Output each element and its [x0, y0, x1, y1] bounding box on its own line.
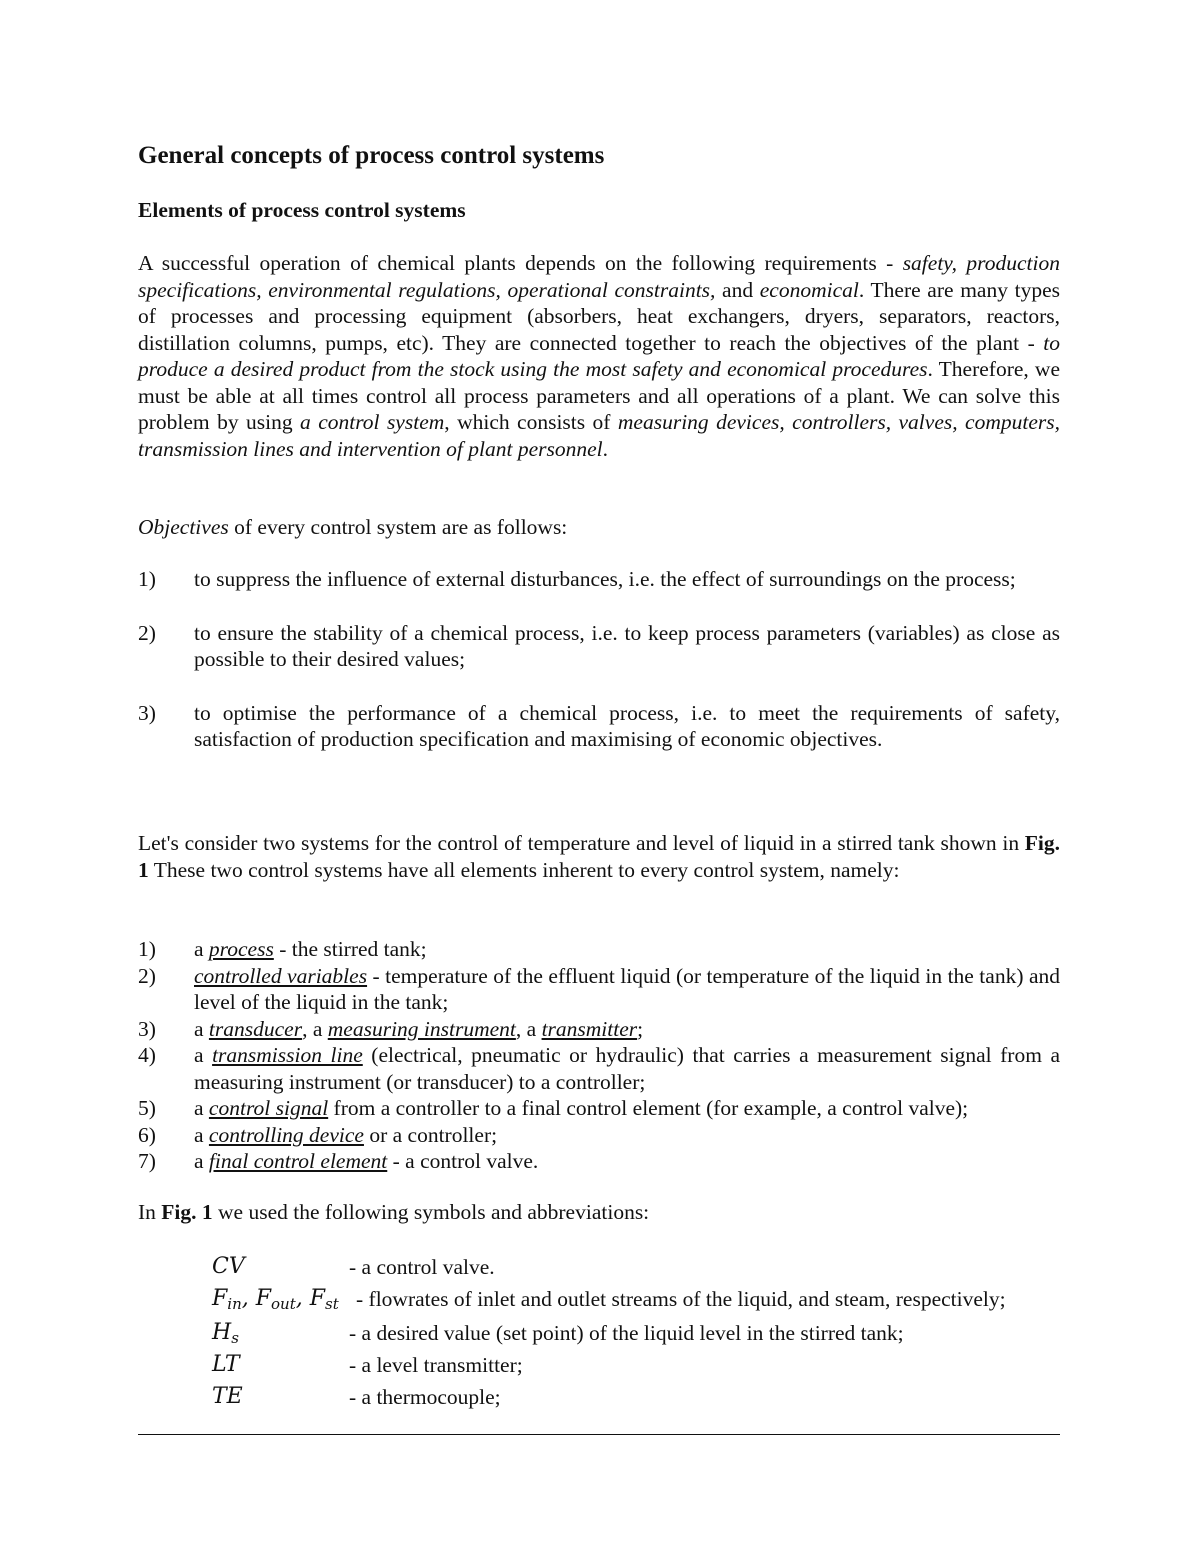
- symbol: $H_s$: [212, 1320, 239, 1347]
- symbol: $F_{in}$, $F_{out}$, $F_{st}$: [212, 1286, 339, 1313]
- list-item: 7) a final control element - a control valve.: [138, 1149, 539, 1173]
- list-item: 1) a process - the stirred tank;: [138, 937, 427, 961]
- symbol-row: [138, 1351, 1060, 1383]
- control-parts-emphasis: measuring devices, controllers, valves, computers, transmission lines and intervention of plant personnel: [138, 410, 1060, 461]
- list-item: 5) a control signal from a controller to a final control element (for example, a control valve);: [138, 1096, 969, 1120]
- symbol-row: [138, 1319, 1060, 1351]
- list-item: 3) to optimise the performance of a chemical process, i.e. to meet the requirements of safety, satisfaction of production specification and maximising of economic objectives.: [138, 700, 1060, 751]
- list-item: 4) a transmission line (electrical, pneumatic or hydraulic) that carries a measurement signal from a measuring instrument (or transducer) to a controller;: [138, 1043, 1061, 1094]
- symbol: TE: [212, 1384, 243, 1409]
- objectives-intro: Objectives of every control system are as follows:: [138, 515, 568, 539]
- list-item: 3) a transducer, a measuring instrument, a transmitter;: [138, 1016, 644, 1041]
- elements-list: [138, 936, 1060, 1175]
- list-item: 6) a controlling device or a controller;: [138, 1122, 498, 1147]
- intro-paragraph: A successful operation of chemical plants depends on the following requirements - safety, production specifications, environmental regulations, operational constraints, and economical. There are many types of processes and processing equipment (absorbers, heat exchangers, dryers, separators, reactors, distillation columns, pumps, etc). They are connected together to reach the objectives of the plant - to produce a desired product from the stock using the most safety and economical procedures. Therefore, we must be able at all times control all process parameters and all operations of a plant. We can solve this problem by using a control system, which consists of measuring devices, controllers, valves, computers, transmission lines and intervention of plant personnel.: [138, 251, 1061, 461]
- page-title: General concepts of process control systems: [138, 142, 605, 169]
- objectives-list: [138, 566, 1060, 780]
- plant-goal-emphasis: to produce a desired product from the stock using the most safety and economical procedures: [138, 330, 1060, 381]
- symbol-row: [138, 1285, 1060, 1319]
- symbol-description: - a desired value (set point) of the liquid level in the stirred tank;: [349, 1321, 904, 1345]
- symbol-description: - a level transmitter;: [349, 1353, 523, 1377]
- list-item: 2) to ensure the stability of a chemical process, i.e. to keep process parameters (variables) as close as possible to their desired values;: [138, 620, 1060, 671]
- control-system-term: a control system: [300, 410, 445, 434]
- list-item: 1) to suppress the influence of external disturbances, i.e. the effect of surroundings on the process;: [138, 567, 1016, 591]
- symbol-description: - a thermocouple;: [349, 1385, 501, 1409]
- symbol-description: - a control valve.: [349, 1255, 495, 1279]
- symbols-table: [138, 1253, 1060, 1415]
- figure-reference: Fig. 1: [138, 831, 1060, 882]
- consider-paragraph: Let's consider two systems for the control of temperature and level of liquid in a stirred tank shown in Fig. 1 These two control systems have all elements inherent to every control system, namely:: [138, 831, 1060, 882]
- footer-divider: [138, 1434, 1060, 1435]
- symbols-intro: In Fig. 1 we used the following symbols and abbreviations:: [138, 1200, 650, 1224]
- symbol: CV: [212, 1254, 245, 1279]
- symbol-row: [138, 1383, 1060, 1415]
- figure-reference: Fig. 1: [161, 1200, 213, 1224]
- symbol-description: - flowrates of inlet and outlet streams of the liquid, and steam, respectively;: [356, 1287, 1006, 1311]
- list-item: 2) controlled variables - temperature of the effluent liquid (or temperature of the liquid in the tank) and level of the liquid in the tank;: [138, 963, 1060, 1014]
- symbol-row: [138, 1253, 1060, 1285]
- requirements-emphasis: safety, production specifications, environmental regulations, operational constraints,: [138, 251, 1060, 302]
- symbol: LT: [212, 1352, 240, 1377]
- section-heading: Elements of process control systems: [138, 198, 466, 222]
